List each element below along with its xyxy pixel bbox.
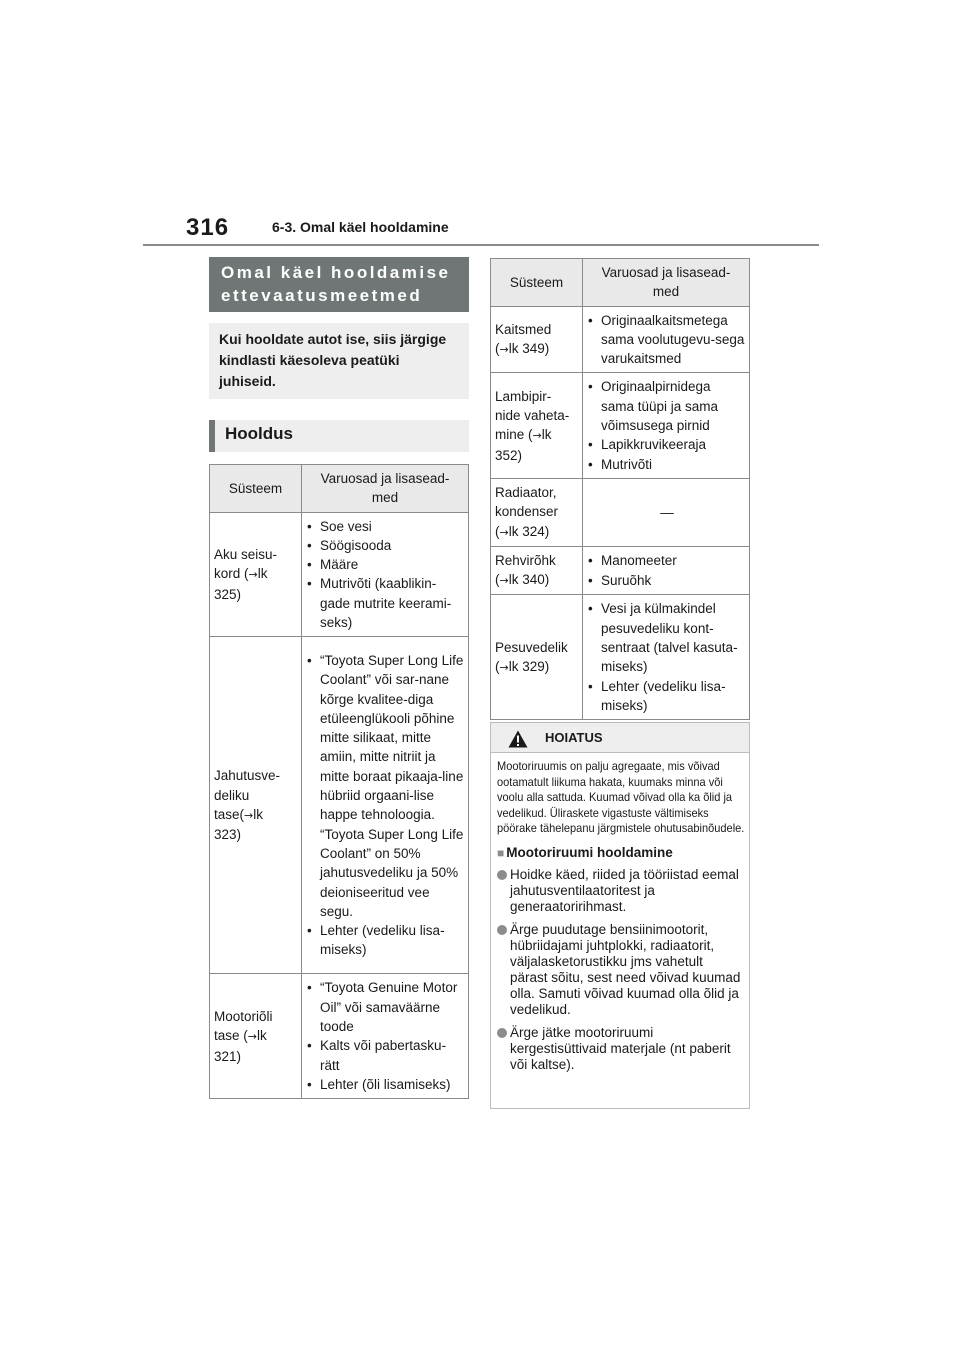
table-row [491, 546, 750, 595]
system-cell: Kaitsmed (→lk 349) [491, 306, 583, 373]
system-cell: Aku seisu- kord (→lk 325) [210, 512, 302, 637]
warning-header [491, 723, 749, 753]
warning-triangle-icon [508, 730, 528, 748]
list-item: • Originaalkaitsmetega sama voolutugevu-sega varukaitsmed [588, 311, 746, 369]
topic-title: Omal käel hooldamise ettevaatusmeetmed [209, 257, 469, 312]
list-item: • Manomeeter [588, 551, 746, 570]
warning-item: Ärge puudutage bensiinimootorit, hübriidajami juhtplokki, radiaatorit, väljalasketorustikku jms vahetult pärast sõitu, sest need võivad kuumad olla. Samuti võivad kuumad olla õlid ja vedelikud. [497, 922, 743, 1018]
list-item: • “Toyota Super Long Life Coolant” või sar-nane kõrge kvalitee-diga etüleenglükooli põhine mitte silikaat, mitte amiin, mitte nitriit ja mitte boraat pikaaja-line hübriid orgaani-lise happe tehnoloogia. “Toyota Super Long Life Coolant” on 50% jahutusvedeliku ja 50% deioniseeritud vee segu. [307, 651, 465, 921]
list-item: • Originaalpirnidega sama tüüpi ja sama võimsusega pirnid [588, 377, 746, 435]
system-cell: Jahutusve- deliku tase(→lk 323) [210, 637, 302, 974]
column-header-system: Süsteem [210, 465, 302, 513]
section-title: 6-3. Omal käel hooldamine [272, 219, 449, 235]
parts-cell [583, 306, 750, 373]
list-item: • Mutrivõti (kaablikin-gade mutrite keerami-seks) [307, 574, 465, 632]
column-header-system: Süsteem [491, 259, 583, 307]
maintenance-table-left [209, 464, 469, 1099]
warning-intro: Mootoriruumis on palju agregaate, mis võivad ootamatult liikuma hakata, kuumaks minna või voolu alla sattuda. Kuumad võivad olla ka õlid ja vedelikud. Üliraskete vigastuste vältimiseks pöörake tähelepanu järgmistele ohutusabinõudele. [497, 759, 745, 835]
list-item: • Lehter (vedeliku lisa-miseks) [307, 921, 465, 960]
maintenance-table-right [490, 258, 750, 720]
parts-cell [583, 546, 750, 595]
warning-box [490, 722, 750, 1109]
list-item: • Määre [307, 555, 465, 574]
list-item: • Vesi ja külmakindel pesuvedeliku kont-sentraat (talvel kasuta-miseks) [588, 599, 746, 676]
parts-cell [583, 595, 750, 720]
table-row [491, 478, 750, 546]
table-row [491, 595, 750, 720]
intro-text: Kui hooldate autot ise, siis järgige kindlasti käesoleva peatüki juhiseid. [209, 323, 469, 399]
list-item: • Söögisooda [307, 536, 465, 555]
warning-subheading: ■ Mootoriruumi hooldamine [497, 844, 673, 860]
circle-bullet-icon [497, 870, 507, 880]
column-header-parts: Varuosad ja lisasead- med [302, 465, 469, 513]
parts-cell [302, 637, 469, 974]
list-item: • “Toyota Genuine Motor Oil” või samaväärne toode [307, 978, 465, 1036]
list-item: • Lehter (õli lisamiseks) [307, 1075, 465, 1094]
warning-item: Hoidke käed, riided ja tööriistad eemal jahutusventilaatoritest ja generaatoririhmast. [497, 867, 743, 915]
table-header-row [210, 465, 469, 513]
column-header-parts: Varuosad ja lisasead- med [583, 259, 750, 307]
table-row [210, 974, 469, 1099]
warning-title: HOIATUS [545, 730, 603, 745]
list-item: • Mutrivõti [588, 455, 746, 474]
table-row [491, 306, 750, 373]
circle-bullet-icon [497, 1028, 507, 1038]
parts-cell [302, 512, 469, 637]
list-item: • Soe vesi [307, 517, 465, 536]
table-header-row [491, 259, 750, 307]
parts-cell [583, 373, 750, 478]
list-item: • Lapikkruvikeeraja [588, 435, 746, 454]
parts-cell [302, 974, 469, 1099]
table-row [210, 512, 469, 637]
warning-item: Ärge jätke mootoriruumi kergestisüttivaid materjale (nt paberit või kaltse). [497, 1025, 743, 1073]
sub-heading-hooldus: Hooldus [209, 420, 469, 452]
system-cell: Lambipir- nide vaheta- mine (→lk 352) [491, 373, 583, 478]
list-item: • Lehter (vedeliku lisa-miseks) [588, 677, 746, 716]
system-cell: Mootoriõli tase (→lk 321) [210, 974, 302, 1099]
parts-cell-empty: — [583, 478, 750, 546]
list-item: • Suruõhk [588, 571, 746, 590]
circle-bullet-icon [497, 925, 507, 935]
list-item: • Kalts või pabertasku-rätt [307, 1036, 465, 1075]
system-cell: Pesuvedelik (→lk 329) [491, 595, 583, 720]
header-divider [143, 244, 819, 246]
square-bullet-icon: ■ [497, 845, 505, 860]
system-cell: Rehvirõhk (→lk 340) [491, 546, 583, 595]
page-number: 316 [186, 214, 230, 241]
warning-body [491, 753, 749, 1086]
table-row [210, 637, 469, 974]
system-cell: Radiaator, kondenser (→lk 324) [491, 478, 583, 546]
table-row [491, 373, 750, 478]
